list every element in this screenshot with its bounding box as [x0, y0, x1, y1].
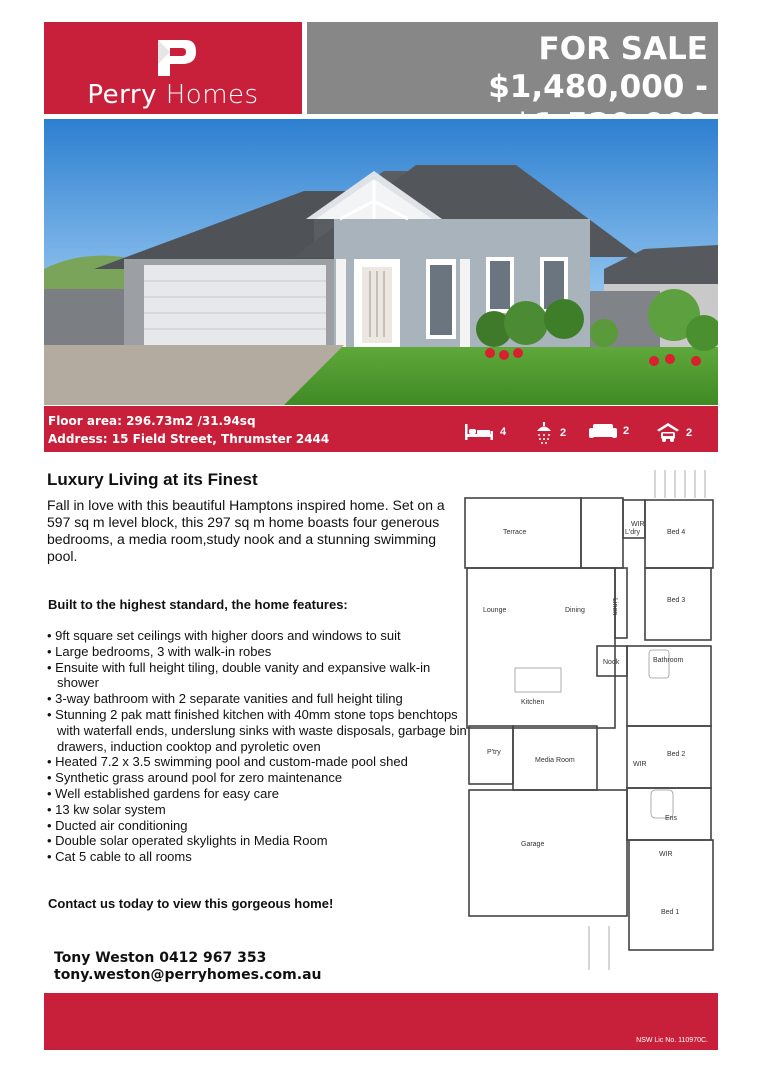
- list-item: • Stunning 2 pak matt finished kitchen with 40mm stone tops benchtops with waterfall ends, underslung sinks with waste disposals, garbage bin drawers, induction cooktop and pyroletic oven: [47, 707, 467, 754]
- features-list: [47, 628, 467, 865]
- room-bed3: Bed 3: [667, 597, 686, 604]
- bed-icon: [464, 422, 494, 442]
- list-item: • Large bedrooms, 3 with walk-in robes: [47, 644, 467, 660]
- price-header: [307, 22, 718, 114]
- room-bed4: Bed 4: [667, 529, 686, 536]
- garage-feature: [656, 422, 692, 444]
- room-garage: Garage: [521, 841, 545, 848]
- room-nook: Nook: [603, 659, 620, 666]
- bedrooms-feature: [464, 422, 506, 442]
- floor-plan: [455, 470, 720, 978]
- room-kitchen: Kitchen: [521, 699, 545, 706]
- room-bed2: Bed 2: [667, 751, 686, 758]
- room-lounge: Lounge: [483, 607, 507, 614]
- list-item: • 3-way bathroom with 2 separate vanities and full height tiling: [47, 691, 467, 707]
- list-item: • Synthetic grass around pool for zero maintenance: [47, 770, 467, 786]
- sofa-icon: [589, 422, 617, 440]
- room-wir-top: WIR: [631, 521, 645, 528]
- brand-header: [44, 22, 302, 114]
- shower-icon: [534, 422, 554, 444]
- agent-email[interactable]: tony.weston@perryhomes.com.au: [54, 967, 322, 983]
- living-count: 2: [623, 425, 630, 437]
- list-item: • Heated 7.2 x 3.5 swimming pool and custom-made pool shed: [47, 754, 467, 770]
- list-item: • Double solar operated skylights in Media Room: [47, 833, 467, 849]
- price-range: $1,480,000 -: [488, 69, 708, 105]
- house-photo: [44, 119, 718, 405]
- room-bed1: Bed 1: [661, 909, 680, 916]
- room-dining: Dining: [565, 607, 585, 614]
- bedrooms-count: 4: [500, 426, 507, 438]
- floor-area: Floor area: 296.73m2 /31.94sq: [48, 414, 256, 428]
- garage-count: 2: [686, 427, 693, 439]
- bathrooms-feature: [534, 422, 566, 444]
- listing-intro: Fall in love with this beautiful Hamptons inspired home. Set on a 597 sq m level block, this 297 sq m home boasts four generous bedrooms, a media room,study nook and a stunning swimming pool.: [47, 497, 445, 564]
- contact-cta: Contact us today to view this gorgeous home!: [48, 896, 334, 911]
- list-item: • Cat 5 cable to all rooms: [47, 849, 467, 865]
- garage-icon: [656, 422, 680, 444]
- room-pantry: P'try: [487, 749, 501, 756]
- room-wir-bottom: WIR: [659, 851, 673, 858]
- sale-status: FOR SALE: [538, 31, 708, 67]
- list-item: • 9ft square set ceilings with higher doors and windows to suit: [47, 628, 467, 644]
- property-info-bar: [44, 406, 718, 452]
- listing-title: Luxury Living at its Finest: [47, 470, 258, 489]
- list-item: • Ducted air conditioning: [47, 818, 467, 834]
- living-feature: [589, 422, 629, 440]
- bathrooms-count: 2: [560, 427, 567, 439]
- list-item: • 13 kw solar system: [47, 802, 467, 818]
- perry-homes-logo-icon: [142, 32, 204, 78]
- address: Address: 15 Field Street, Thrumster 2444: [48, 432, 330, 446]
- list-item: • Well established gardens for easy care: [47, 786, 467, 802]
- room-media: Media Room: [535, 757, 575, 764]
- features-heading: Built to the highest standard, the home features:: [48, 597, 348, 612]
- room-wir-mid: WIR: [633, 761, 647, 768]
- list-item: • Ensuite with full height tiling, double vanity and expansive walk-in shower: [47, 660, 467, 692]
- room-laundry: L'dry: [625, 529, 640, 536]
- agent-name-phone: Tony Weston 0412 967 353: [54, 950, 267, 966]
- footer-bar: [44, 993, 718, 1050]
- room-linen: Linen: [611, 598, 618, 616]
- room-bathroom: Bathroom: [653, 657, 684, 664]
- room-ens: Ens: [665, 815, 678, 822]
- room-terrace: Terrace: [503, 529, 527, 536]
- brand-name: Perry Homes: [87, 80, 259, 110]
- licence-number: NSW Lic No. 110970C.: [636, 1037, 708, 1044]
